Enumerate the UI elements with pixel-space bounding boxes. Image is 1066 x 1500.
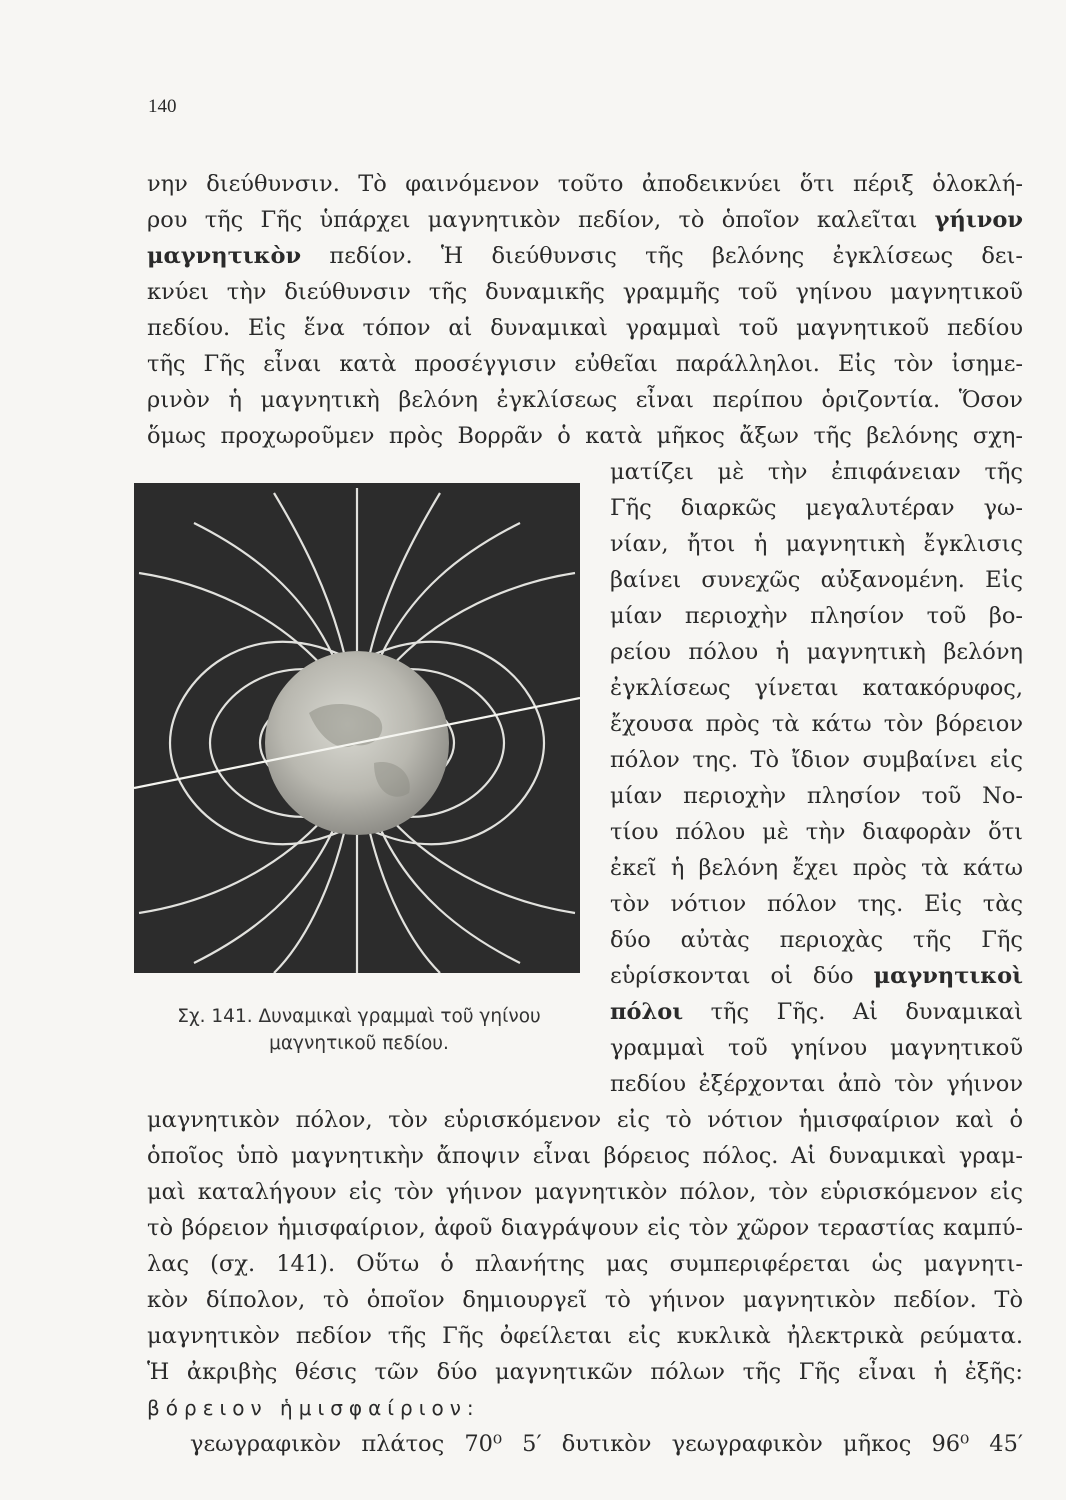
text-line: τὸν νότιον πόλον της. Εἰς τὰς	[610, 891, 1023, 917]
bold-term: γήινον	[934, 207, 1024, 233]
text-line: ὅμως προχωροῦμεν πρὸς Βορρᾶν ὁ κατὰ μῆκος ἄξων τῆς βελόνης σχη-	[147, 423, 1023, 449]
text-line: δύο αὐτὰς περιοχὰς τῆς Γῆς	[610, 927, 1023, 953]
text-line: ἐγκλίσεως γίνεται κατακόρυφος,	[610, 675, 1023, 701]
text-line: ρείου πόλου ἡ μαγνητικὴ βελόνη	[610, 639, 1023, 665]
text-line: νην διεύθυνσιν. Τὸ φαινόμενον τοῦτο ἀποδεικνύει ὅτι πέριξ ὁλοκλή-	[147, 171, 1023, 197]
text-line: Ἡ ἀκριβὴς θέσις τῶν δύο μαγνητικῶν πόλων τῆς Γῆς εἶναι ἡ ἑξῆς:	[147, 1359, 1023, 1385]
text-line: μαὶ καταλήγουν εἰς τὸν γήινον μαγνητικὸν πόλον, τὸν εὑρισκόμενον εἰς	[147, 1179, 1023, 1205]
text-line: ἔχουσα πρὸς τὰ κάτω τὸν βόρειον	[610, 711, 1023, 737]
bold-term: μαγνητικοὶ	[873, 963, 1024, 989]
text-line: ρου τῆς Γῆς ὑπάρχει μαγνητικὸν πεδίον, τὸ ὁποῖον καλεῖται γήινον	[147, 207, 1024, 233]
bold-term: μαγνητικὸν	[147, 243, 302, 269]
figure-caption: Σχ. 141. Δυναμικαὶ γραμμαὶ τοῦ γηίνου μαγνητικοῦ πεδίου.	[177, 1006, 541, 1054]
text-line: λας (σχ. 141). Οὕτω ὁ πλανήτης μας συμπεριφέρεται ὡς μαγνητι-	[147, 1251, 1023, 1277]
text-line: τῆς Γῆς εἶναι κατὰ προσέγγισιν εὐθεῖαι παράλληλοι. Εἰς τὸν ἰσημε-	[147, 351, 1023, 377]
text-line: ματίζει μὲ τὴν ἐπιφάνειαν τῆς	[610, 459, 1023, 485]
text-line: μαγνητικὸν πεδίον. Ἡ διεύθυνσις τῆς βελόνης ἐγκλίσεως δει-	[147, 243, 1023, 269]
figure-magnetic-field	[134, 483, 580, 973]
text-line: κνύει τὴν διεύθυνσιν τῆς δυναμικῆς γραμμῆς τοῦ γηίνου μαγνητικοῦ	[147, 279, 1023, 305]
text-line: γεωγραφικὸν πλάτος 70⁰ 5′ δυτικὸν γεωγραφικὸν μῆκος 96⁰ 45′	[190, 1431, 1023, 1457]
text-line-spaced-heading: βόρειον ἡμισφαίριον:	[147, 1396, 480, 1420]
text-line: μαγνητικὸν πόλον, τὸν εὑρισκόμενον εἰς τὸ νότιον ἡμισφαίριον καὶ ὁ	[147, 1107, 1023, 1133]
text-line: πεδίου. Εἰς ἕνα τόπον αἱ δυναμικαὶ γραμμαὶ τοῦ μαγνητικοῦ πεδίου	[147, 315, 1023, 341]
text-line: πόλον της. Τὸ ἴδιον συμβαίνει εἰς	[610, 747, 1023, 773]
text-line: μαγνητικὸν πεδίον τῆς Γῆς ὀφείλεται εἰς κυκλικὰ ἠλεκτρικὰ ρεύματα.	[147, 1323, 1023, 1349]
text-line: τὸ βόρειον ἡμισφαίριον, ἀφοῦ διαγράψουν εἰς τὸν χῶρον τεραστίας καμπύ-	[147, 1215, 1023, 1241]
text-line: ἐκεῖ ἡ βελόνη ἔχει πρὸς τὰ κάτω	[610, 855, 1023, 881]
text-line: εὑρίσκονται οἱ δύο μαγνητικοὶ	[610, 963, 1024, 989]
text-line: κὸν δίπολον, τὸ ὁποῖον δημιουργεῖ τὸ γήινον μαγνητικὸν πεδίον. Τὸ	[147, 1287, 1023, 1313]
bold-term: πόλοι	[610, 999, 684, 1025]
text-line: ὁποῖος ὑπὸ μαγνητικὴν ἄποψιν εἶναι βόρειος πόλος. Αἱ δυναμικαὶ γραμ-	[147, 1143, 1023, 1169]
field-lines-illustration	[134, 483, 580, 973]
text-line: βαίνει συνεχῶς αὐξανομένη. Εἰς	[610, 567, 1023, 593]
text-line: νίαν, ἤτοι ἡ μαγνητικὴ ἔγκλισις	[610, 531, 1023, 557]
text-line: ρινὸν ἡ μαγνητικὴ βελόνη ἐγκλίσεως εἶναι περίπου ὁριζοντία. Ὅσον	[147, 387, 1023, 413]
text-line: μίαν περιοχὴν πλησίον τοῦ Νο-	[610, 783, 1023, 809]
text-line: πεδίου ἐξέρχονται ἀπὸ τὸν γήινον	[610, 1071, 1023, 1097]
page-number: 140	[148, 96, 177, 117]
text-line: μίαν περιοχὴν πλησίον τοῦ βο-	[610, 603, 1023, 629]
text-line: πόλοι τῆς Γῆς. Αἱ δυναμικαὶ	[610, 999, 1023, 1025]
text-line: τίου πόλου μὲ τὴν διαφορὰν ὅτι	[610, 819, 1023, 845]
text-line: Γῆς διαρκῶς μεγαλυτέραν γω-	[610, 495, 1023, 521]
text-line: γραμμαὶ τοῦ γηίνου μαγνητικοῦ	[610, 1035, 1023, 1061]
